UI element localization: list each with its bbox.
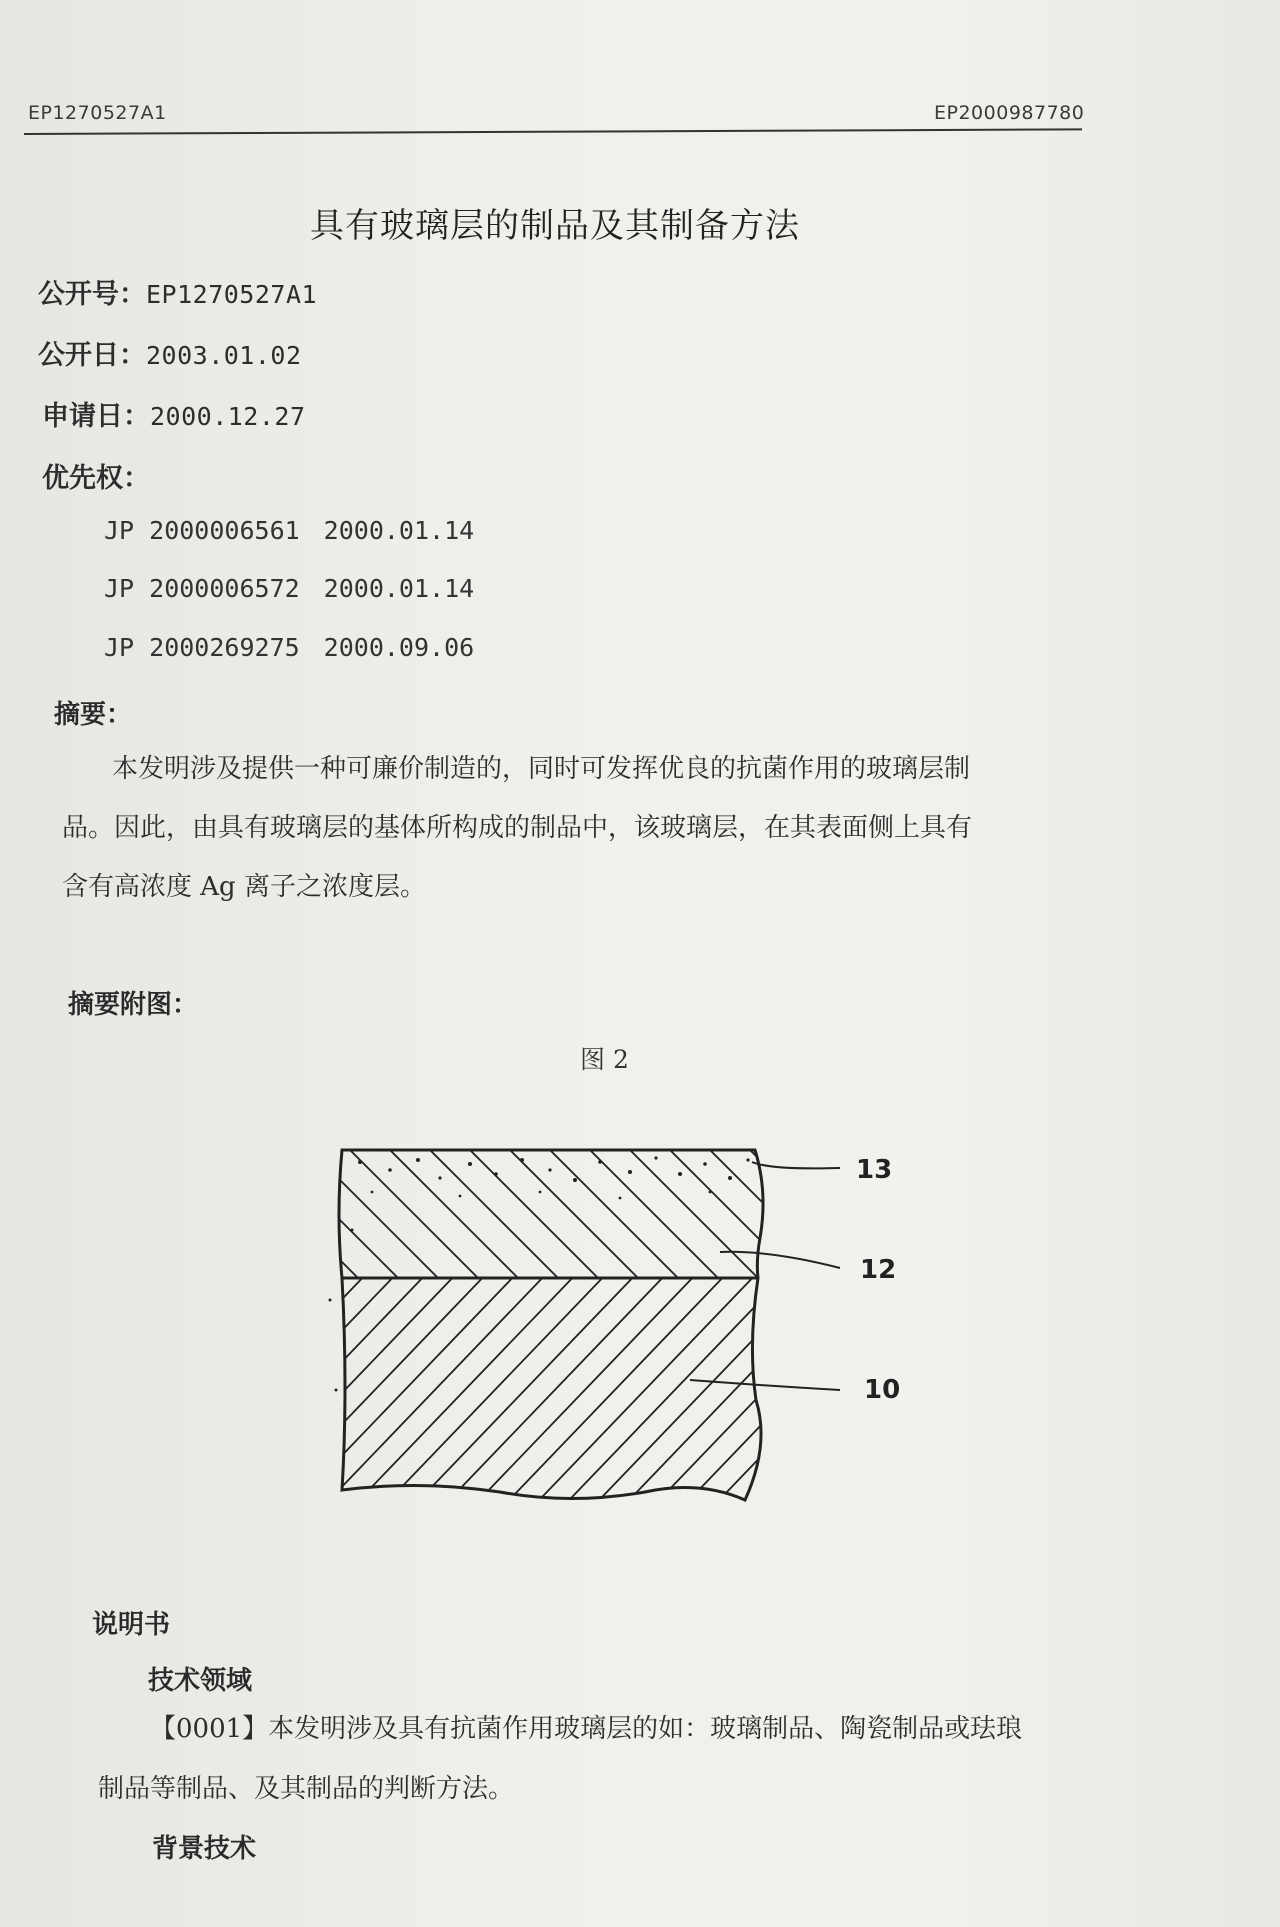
priority-label: 优先权： <box>42 463 150 494</box>
publication-date-row <box>38 333 302 372</box>
priority-item <box>104 516 474 545</box>
header-rule <box>24 128 1082 135</box>
layer-10-hatching <box>300 1270 920 1520</box>
priority-date: 2000.09.06 <box>323 633 475 662</box>
abstract-line: 本发明涉及提供一种可廉价制造的，同时可发挥优良的抗菌作用的玻璃层制 <box>112 754 971 784</box>
layer-12-hatching <box>300 1140 900 1300</box>
priority-row <box>42 456 150 495</box>
background-art-label: 背景技术 <box>152 1834 257 1864</box>
paragraph-0001-line: 【0001】本发明涉及具有抗菌作用玻璃层的如：玻璃制品、陶瓷制品或珐琅 <box>150 1714 1023 1744</box>
figure-caption: 图 2 <box>580 1045 629 1074</box>
abstract-line: 品。因此，由具有玻璃层的基体所构成的制品中，该玻璃层，在其表面侧上具有 <box>62 813 973 843</box>
leader-13 <box>752 1162 840 1168</box>
technical-field-label: 技术领域 <box>148 1666 253 1696</box>
priority-item <box>104 633 474 662</box>
abstract-label: 摘要： <box>54 700 133 730</box>
header-right-id: EP2000987780 <box>934 102 1085 124</box>
cross-section-figure <box>300 1100 920 1520</box>
application-date-label: 申请日： <box>42 401 150 432</box>
label-13: 13 <box>856 1155 893 1185</box>
leader-10 <box>690 1380 840 1390</box>
label-12: 12 <box>860 1255 897 1285</box>
paragraph-0001-line: 制品等制品、及其制品的判断方法。 <box>98 1774 515 1804</box>
publication-number-row <box>38 272 317 311</box>
description-label: 说明书 <box>92 1610 171 1640</box>
application-date-value: 2000.12.27 <box>150 402 306 431</box>
priority-date: 2000.01.14 <box>323 574 475 603</box>
application-date-row <box>42 394 306 433</box>
abstract-line: 含有高浓度 Ag 离子之浓度层。 <box>62 872 426 902</box>
publication-number-label: 公开号： <box>38 279 146 310</box>
priority-number: JP 2000269275 <box>104 633 300 662</box>
leader-12 <box>720 1252 840 1268</box>
publication-date-value: 2003.01.02 <box>146 341 302 370</box>
abstract-figure-label: 摘要附图： <box>68 990 199 1020</box>
priority-number: JP 2000006561 <box>104 516 300 545</box>
publication-date-label: 公开日： <box>38 340 146 371</box>
label-10: 10 <box>864 1375 901 1405</box>
priority-number: JP 2000006572 <box>104 574 300 603</box>
publication-number-value: EP1270527A1 <box>146 280 318 309</box>
document-title: 具有玻璃层的制品及其制备方法 <box>310 206 800 246</box>
priority-date: 2000.01.14 <box>323 516 475 545</box>
header-left-id: EP1270527A1 <box>28 102 167 124</box>
priority-item <box>104 574 474 603</box>
